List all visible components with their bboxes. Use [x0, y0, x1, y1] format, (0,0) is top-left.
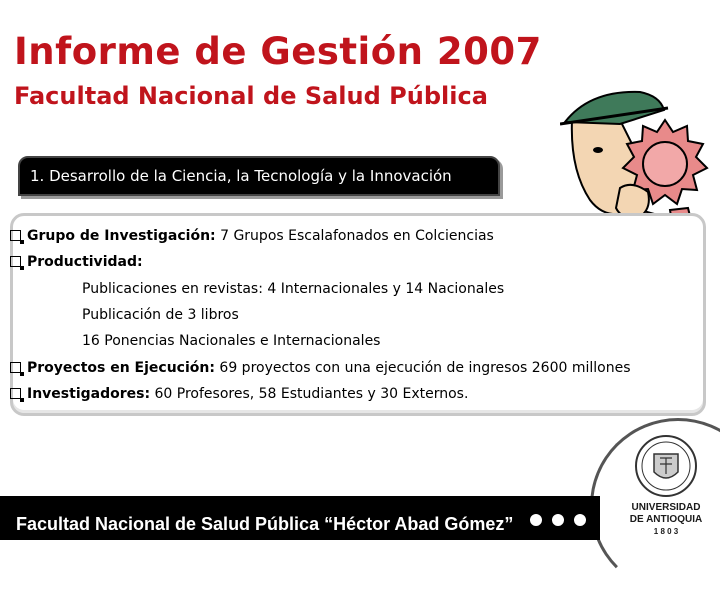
item-label: Proyectos en Ejecución: [27, 360, 215, 376]
item-text: 60 Profesores, 58 Estudiantes y 30 Externos. [150, 386, 469, 402]
checkbox-bullet-icon [10, 388, 21, 399]
item-label: Productividad: [27, 254, 143, 270]
item-text: 7 Grupos Escalafonados en Colciencias [215, 228, 494, 244]
item-label: Grupo de Investigación: [27, 228, 216, 244]
list-item [10, 360, 631, 376]
footer-bar [0, 496, 600, 540]
slide-dots [528, 512, 588, 528]
university-logo-text [622, 502, 710, 538]
checkbox-bullet-icon [10, 362, 21, 373]
item-label: Investigadores: [27, 386, 151, 402]
dot-icon [528, 512, 544, 528]
item-text: 69 proyectos con una ejecución de ingresos 2600 millones [214, 360, 631, 376]
section-heading-bar [18, 156, 500, 196]
dot-icon [550, 512, 566, 528]
page-title: Informe de Gestión 2007 [14, 30, 542, 73]
sub-item: Publicación de 3 libros [82, 307, 239, 323]
page-subtitle: Facultad Nacional de Salud Pública [14, 82, 488, 110]
logo-line-2: DE ANTIOQUIA [629, 514, 703, 525]
dot-icon [572, 512, 588, 528]
list-item [10, 228, 494, 244]
footer-text: Facultad Nacional de Salud Pública “Héctor Abad Gómez” [16, 514, 514, 534]
sub-item: Publicaciones en revistas: 4 Internacionales y 14 Nacionales [82, 281, 505, 297]
list-item [10, 386, 468, 402]
list-item [10, 254, 143, 270]
checkbox-bullet-icon [10, 230, 21, 241]
checkbox-bullet-icon [10, 256, 21, 267]
logo-line-1: UNIVERSIDAD [631, 502, 701, 513]
section-heading: 1. Desarrollo de la Ciencia, la Tecnología y la Innovación [30, 167, 452, 185]
logo-line-3: 1 8 0 3 [653, 527, 679, 536]
sub-item: 16 Ponencias Nacionales e Internacionales [82, 333, 381, 349]
